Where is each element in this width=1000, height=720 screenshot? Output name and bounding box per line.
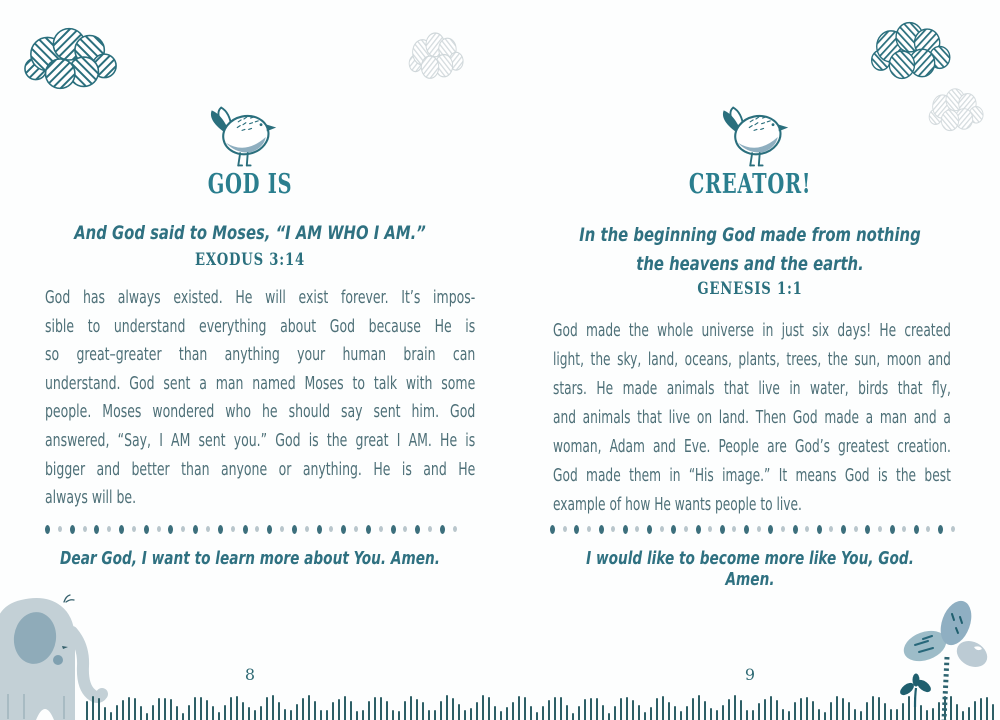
grass-blade [710, 708, 712, 720]
grass-blade [668, 702, 670, 720]
divider-dot [119, 525, 124, 534]
grass-blade [656, 698, 658, 720]
grass-blade [110, 712, 112, 720]
grass-blade [380, 697, 382, 720]
divider-dot [951, 526, 955, 532]
grass-blade [764, 699, 766, 720]
grass-blade [428, 710, 430, 720]
grass-blade [620, 698, 622, 720]
divider-dot [708, 526, 712, 532]
divider-dot [635, 526, 639, 532]
grass-blade [284, 709, 286, 720]
grass-blade [500, 711, 502, 720]
grass-blade [884, 703, 886, 720]
divider-dot [453, 526, 457, 532]
devotional-text [553, 317, 951, 520]
divider-dot [720, 525, 725, 534]
divider-dot [841, 525, 846, 534]
scripture-verse [55, 219, 445, 248]
divider-dot [280, 526, 284, 532]
divider-dot [168, 525, 173, 534]
grass-blade [848, 702, 850, 720]
divider-dot [132, 526, 136, 532]
divider-dot [563, 526, 567, 532]
grass-blade [548, 700, 550, 720]
body-line: God made them in “His image.” It means God is the best [553, 466, 951, 486]
grass-blade [818, 709, 820, 720]
divider-dot [890, 525, 895, 534]
grass-blade [224, 705, 226, 720]
grass-blade [518, 696, 520, 720]
divider-dot [255, 526, 259, 532]
grass-blade [692, 698, 694, 720]
divider-dot [379, 526, 383, 532]
grass-blade [92, 696, 94, 720]
divider-dot [403, 526, 407, 532]
grass-blade [638, 705, 640, 720]
grass-blade [728, 699, 730, 720]
sprout-icon [898, 674, 933, 708]
body-line: sible to understand everything about God because He is [45, 315, 476, 337]
grass-blade [734, 695, 736, 720]
grass-blade [722, 705, 724, 720]
grass-blade [806, 697, 808, 720]
grass-blade [158, 698, 160, 720]
grass-blade [782, 709, 784, 720]
grass-blade [320, 710, 322, 720]
divider-dot [58, 526, 62, 532]
scripture-reference: GENESIS 1:1 [697, 279, 803, 298]
grass-blade [590, 698, 592, 720]
grass-blade [644, 712, 646, 720]
divider-dot [440, 525, 445, 534]
body-line: answered, “Say, I AM sent you.” God is the great I AM. He is [45, 429, 476, 451]
divider-dot [696, 525, 701, 534]
grass-blade [248, 707, 250, 720]
grass-blade [362, 710, 364, 720]
divider-dot [878, 526, 882, 532]
divider-dot [938, 525, 943, 534]
grass-blade [866, 702, 868, 720]
grass-blade [680, 711, 682, 720]
body-line: woman, Adam and Eve. People are God’s greatest creation. [553, 437, 951, 457]
divider-dot [671, 525, 676, 534]
grass-blade [332, 702, 334, 720]
grass-blade [542, 706, 544, 720]
grass-blade [470, 708, 472, 720]
grass-blade [608, 713, 610, 720]
divider-dot [768, 525, 773, 534]
grass-blade [770, 696, 772, 720]
bird-icon [206, 104, 280, 170]
divider-dot [341, 525, 346, 534]
grass-blade [746, 710, 748, 720]
divider-dot [757, 526, 761, 532]
divider-dot [83, 526, 87, 532]
divider-dot [366, 525, 371, 534]
grass-blade [86, 701, 88, 720]
divider-dot [793, 525, 798, 534]
divider-dot [550, 525, 555, 534]
grass-blade [218, 712, 220, 720]
page-number: 9 [744, 665, 756, 684]
grass-blade [758, 703, 760, 720]
grass-blade [740, 700, 742, 720]
divider-dot [926, 526, 930, 532]
grass-blade [392, 710, 394, 720]
grass-blade [314, 701, 316, 720]
divider-dot [329, 526, 333, 532]
grass-blade [404, 701, 406, 720]
grass-blade [614, 706, 616, 720]
grass-blade [488, 697, 490, 720]
grass-blade [122, 700, 124, 720]
divider-dot [157, 526, 161, 532]
grass-blade [602, 705, 604, 720]
grass-blade [236, 696, 238, 720]
grass-blade [434, 710, 436, 720]
grass-blade [170, 699, 172, 720]
verse-line: And God said to Moses, “I AM WHO I AM.” [74, 222, 426, 244]
divider-dot [267, 525, 272, 534]
grass-blade [566, 705, 568, 720]
grass-blade [410, 696, 412, 720]
divider-dot [292, 525, 297, 534]
divider-dot [45, 525, 50, 534]
body-line: God made the whole universe in just six days! He created [553, 321, 951, 341]
prayer-text: Dear God, I want to learn more about You. Amen. [60, 548, 440, 569]
divider-dot [181, 526, 185, 532]
grass-border [86, 695, 998, 720]
grass-blade [650, 707, 652, 720]
page-title: GOD IS [207, 169, 293, 200]
grass-blade [506, 707, 508, 720]
grass-blade [176, 706, 178, 720]
flower-illustration [888, 583, 1000, 720]
grass-blade [368, 701, 370, 720]
grass-blade [842, 698, 844, 720]
grass-blade [776, 700, 778, 720]
grass-blade [194, 697, 196, 720]
grass-blade [554, 697, 556, 720]
grass-blade [482, 695, 484, 720]
divider-dot [684, 526, 688, 532]
grass-blade [182, 713, 184, 720]
page-number: 8 [244, 665, 256, 684]
body-line: God has always existed. He will exist forever. It’s impos- [45, 287, 476, 308]
grass-blade [752, 710, 754, 720]
grass-blade [836, 696, 838, 720]
grass-blade [872, 696, 874, 720]
grass-blade [626, 697, 628, 720]
grass-blade [230, 697, 232, 720]
grass-blade [716, 710, 718, 720]
divider-dot [599, 525, 604, 534]
divider-dot [854, 526, 858, 532]
grass-blade [878, 697, 880, 720]
grass-blade [788, 711, 790, 720]
divider-dot [193, 525, 198, 534]
grass-blade [674, 706, 676, 720]
scripture-verse [555, 221, 945, 279]
divider-dot [415, 525, 420, 534]
divider-dot [781, 526, 785, 532]
grass-blade [128, 697, 130, 720]
body-line: so great–greater than anything your human brain can [45, 344, 476, 366]
divider-dot [206, 526, 210, 532]
grass-blade [452, 698, 454, 720]
grass-blade [212, 706, 214, 720]
body-line: bigger and better than anyone or anything. He is and He [45, 458, 476, 480]
grass-blade [146, 713, 148, 720]
grass-blade [578, 706, 580, 720]
grass-blade [830, 702, 832, 720]
grass-blade [200, 697, 202, 720]
body-line: stars. He made animals that live in water, birds that fly, [553, 379, 951, 399]
divider-dot [611, 526, 615, 532]
divider-dot [647, 525, 652, 534]
prayer-text: I would like to become more like You, God. Amen. [586, 548, 914, 590]
grass-blade [344, 696, 346, 720]
devotional-text [45, 284, 475, 513]
body-line: example of how He wants people to live. [553, 495, 802, 515]
grass-blade [524, 697, 526, 720]
grass-blade [374, 697, 376, 720]
grass-blade [266, 697, 268, 720]
grass-blade [560, 697, 562, 720]
grass-blade [164, 698, 166, 720]
divider-dot [865, 525, 870, 534]
divider-dot [317, 525, 322, 534]
grass-blade [308, 695, 310, 720]
grass-blade [584, 699, 586, 720]
grass-blade [686, 706, 688, 720]
dotted-divider [550, 522, 955, 536]
grass-blade [104, 707, 106, 720]
grass-blade [302, 698, 304, 720]
grass-blade [494, 706, 496, 720]
grass-blade [536, 712, 538, 720]
divider-dot [623, 525, 628, 534]
grass-blade [140, 706, 142, 720]
body-line: always will be. [45, 487, 137, 509]
grass-blade [698, 695, 700, 720]
divider-dot [231, 526, 235, 532]
grass-blade [530, 706, 532, 720]
grass-blade [278, 702, 280, 720]
divider-dot [914, 525, 919, 534]
grass-blade [98, 698, 100, 720]
divider-dot [829, 526, 833, 532]
grass-blade [662, 696, 664, 720]
grass-blade [422, 702, 424, 720]
grass-blade [572, 713, 574, 720]
grass-blade [458, 704, 460, 720]
divider-dot [218, 525, 223, 534]
grass-blade [272, 695, 274, 720]
divider-dot [243, 525, 248, 534]
grass-blade [260, 706, 262, 720]
divider-dot [305, 526, 309, 532]
bird-icon [718, 104, 792, 170]
grass-blade [854, 709, 856, 720]
grass-blade [704, 701, 706, 720]
divider-dot [94, 525, 99, 534]
grass-blade [812, 701, 814, 720]
body-line: people. Moses wondered who he should say sent him. God [45, 401, 476, 423]
divider-dot [107, 526, 111, 532]
divider-dot [744, 525, 749, 534]
divider-dot [805, 526, 809, 532]
divider-dot [391, 525, 396, 534]
verse-line: the heavens and the earth. [636, 253, 864, 275]
divider-dot [70, 525, 75, 534]
divider-dot [817, 525, 822, 534]
body-line: light, the sky, land, oceans, plants, trees, the sun, moon and [553, 350, 951, 370]
grass-blade [116, 705, 118, 720]
grass-blade [206, 700, 208, 720]
grass-blade [356, 711, 358, 720]
page-title: CREATOR! [688, 169, 812, 200]
divider-dot [574, 525, 579, 534]
grass-blade [596, 698, 598, 720]
divider-dot [587, 526, 591, 532]
grass-blade [440, 701, 442, 720]
grass-blade [188, 705, 190, 720]
body-line: and animals that live on land. Then God made a man and a [553, 408, 951, 428]
grass-blade [338, 699, 340, 720]
grass-blade [446, 695, 448, 720]
grass-blade [386, 701, 388, 720]
body-line: understand. God sent a man named Moses to talk with some [45, 372, 476, 394]
grass-blade [242, 702, 244, 720]
grass-blade [464, 710, 466, 720]
grass-blade [134, 698, 136, 720]
grass-blade [398, 711, 400, 720]
divider-dot [428, 526, 432, 532]
divider-dot [144, 525, 149, 534]
divider-dot [660, 526, 664, 532]
grass-blade [794, 702, 796, 720]
divider-dot [354, 526, 358, 532]
grass-blade [860, 711, 862, 720]
verse-line: In the beginning God made from nothing [579, 224, 921, 246]
grass-blade [254, 710, 256, 720]
grass-blade [632, 700, 634, 720]
grass-blade [512, 702, 514, 720]
grass-blade [800, 698, 802, 720]
grass-blade [824, 712, 826, 720]
divider-dot [902, 526, 906, 532]
grass-blade [152, 705, 154, 720]
scripture-reference: EXODUS 3:14 [195, 250, 305, 269]
grass-blade [326, 710, 328, 720]
grass-blade [296, 704, 298, 720]
dotted-divider [45, 522, 457, 536]
divider-dot [732, 526, 736, 532]
grass-blade [350, 701, 352, 720]
grass-blade [290, 710, 292, 720]
grass-blade [416, 699, 418, 720]
grass-blade [476, 702, 478, 720]
